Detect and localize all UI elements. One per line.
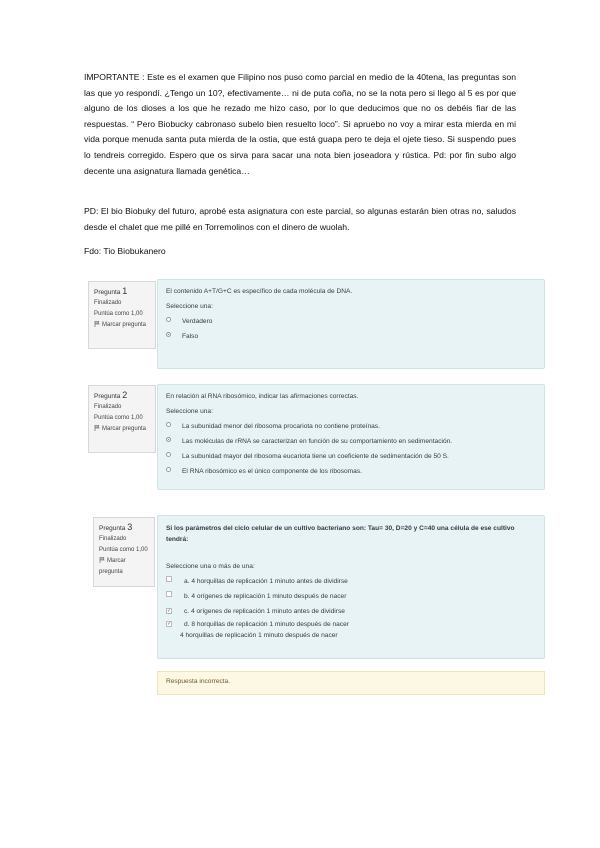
question-points: Puntúa como 1,00: [94, 311, 143, 317]
question-info-2: [88, 385, 156, 453]
question-content-1: [157, 279, 545, 369]
question-content-2: [157, 384, 545, 490]
question-text: En relación al RNA ribosómico, indicar las afirmaciones correctas.: [166, 393, 359, 400]
answer-option[interactable]: ✓ d. 8 horquillas de replicación 1 minuto después de nacer: [167, 621, 349, 628]
checkbox[interactable]: [166, 576, 172, 582]
radio-button-selected[interactable]: [166, 437, 171, 442]
question-text: Si los parámetros del ciclo celular de un cultivo bacteriano son: Tau= 30, D=20 y C=40 una célula de ese cultivo tendrá:: [166, 525, 515, 543]
flag-icon: [99, 557, 105, 563]
question-number-3: Pregunta 3: [99, 522, 133, 532]
radio-button[interactable]: [166, 467, 171, 472]
question-info-3: [93, 517, 155, 587]
flag-icon: [94, 425, 100, 431]
flag-question-link[interactable]: Marcar pregunta: [94, 424, 150, 435]
flag-icon: [94, 321, 100, 327]
answer-option[interactable]: a. 4 horquillas de replicación 1 minuto antes de dividirse: [166, 574, 536, 589]
question-status: Finalizado: [99, 536, 127, 542]
checkbox[interactable]: [166, 591, 172, 597]
checkbox-checked[interactable]: ✓: [167, 621, 172, 627]
radio-button[interactable]: [166, 422, 171, 427]
checkbox-checked[interactable]: ✓: [167, 608, 172, 614]
answer-option[interactable]: Verdadero: [166, 314, 536, 329]
question-content-3: [157, 515, 545, 659]
question-number-1: Pregunta 1: [94, 286, 128, 296]
answer-option[interactable]: b. 4 orígenes de replicación 1 minuto después de nacer: [166, 589, 536, 604]
answer-option[interactable]: ✓ c. 4 orígenes de replicación 1 minuto antes de dividirse: [167, 608, 345, 615]
answer-option[interactable]: Falso: [166, 329, 536, 344]
radio-button[interactable]: [166, 317, 171, 322]
answer-prompt: Seleccione una o más de una:: [166, 563, 255, 570]
answer-option[interactable]: Las moléculas de rRNA se caracterizan en función de su comportamiento en sedimentación.: [166, 434, 536, 449]
answer-option[interactable]: El RNA ribosómico es el único componente de los ribosomas.: [166, 464, 536, 479]
question-points: Puntúa como 1,00: [99, 547, 148, 553]
pd-paragraph: PD: El bio Biobuky del futuro, aprobé esta asignatura con este parcial, so algunas estarán bien otras no, saludos desde el chalet que me pillé en Torremolinos con el dinero de wuolah.: [84, 206, 516, 232]
intro-paragraph: IMPORTANTE : Este es el examen que Filipino nos puso como parcial en medio de la 40tena, las preguntas son las que yo respondí. ¿Tengo un 10?, efectivamente… ni de puta coña, no se la nota pero si llego al 5 es por que alguno de los dioses a los que he rezado me hizo caso, por lo que deducimos que no os debéis fiar de las respuestas. “ Pero Biobucky cabronaso subelo bien resuelto loco”. Si apruebo no voy a mirar esta mierda en mi vida porque menuda santa puta mierda de la ostia, que está guapa pero te deja el ojete tieso. Si suspendo pues lo tendreis corregido. Espero que os sirva para sacar una nota bien joseadora y rústica. Pd: por fin subo algo decente una asignatura llamada genética…: [84, 72, 516, 176]
question-number-2: Pregunta 2: [94, 390, 128, 400]
flag-question-link[interactable]: Marcar pregunta: [94, 320, 150, 331]
answer-option[interactable]: La subunidad mayor del ribosoma eucariota tiene un coeficiente de sedimentación de 50 S.: [166, 449, 536, 464]
signature: Fdo: Tio Biobukanero: [84, 246, 166, 256]
feedback-box: Respuesta incorrecta.: [157, 671, 545, 695]
question-info-1: [88, 281, 156, 349]
question-text: El contenido A+T/G+C es específico de cada molécula de DNA.: [166, 288, 353, 295]
radio-button-selected[interactable]: [166, 332, 171, 337]
answer-prompt: Seleccione una:: [166, 303, 213, 310]
radio-button[interactable]: [166, 452, 171, 457]
answer-prompt: Seleccione una:: [166, 408, 213, 415]
question-status: Finalizado: [94, 300, 122, 306]
answer-option[interactable]: La subunidad menor del ribosoma procariota no contiene proteínas.: [166, 419, 536, 434]
correct-answer-note: 4 horquillas de replicación 1 minuto después de nacer: [180, 632, 338, 639]
question-points: Puntúa como 1,00: [94, 415, 143, 421]
flag-question-link[interactable]: Marcar pregunta: [99, 558, 126, 575]
question-status: Finalizado: [94, 404, 122, 410]
